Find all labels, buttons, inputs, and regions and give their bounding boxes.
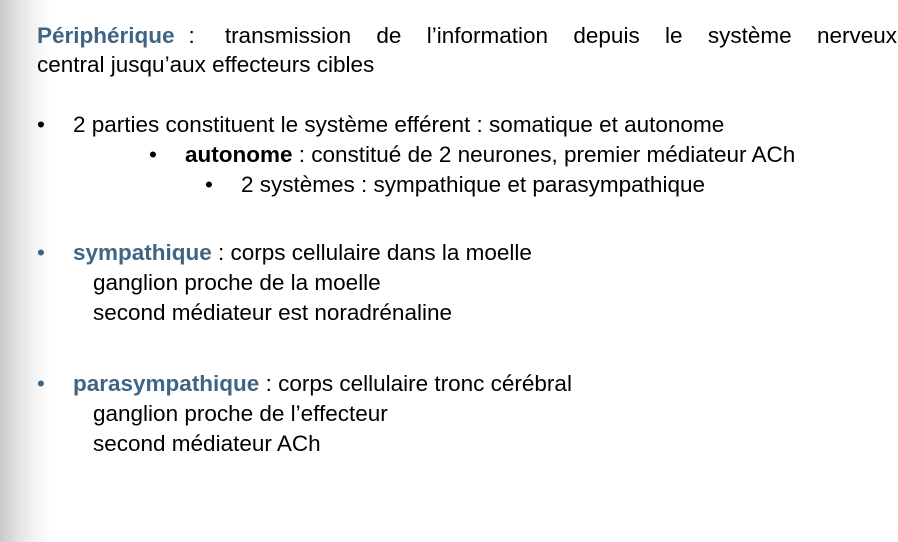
intro-definition: transmission de l’information depuis le système nerveux — [224, 23, 897, 48]
bullet-sub-dot: • — [149, 142, 157, 167]
intro-line-1 — [37, 21, 897, 51]
sympathique-rest: : corps cellulaire dans la moelle — [211, 240, 532, 265]
bullet-main-dot: • — [37, 112, 45, 137]
intro-separator: : — [188, 23, 195, 48]
intro-term: Périphérique — [37, 23, 175, 48]
intro-line-2: central jusqu’aux effecteurs cibles — [37, 52, 375, 77]
bullet-sub-text — [185, 140, 795, 170]
sympathique-term: sympathique — [73, 240, 212, 265]
parasympathique-line-3: second médiateur ACh — [93, 431, 321, 456]
bullet-main-text: 2 parties constituent le système efférent : somatique et autonome — [73, 112, 725, 137]
left-edge-shadow — [0, 0, 52, 542]
bullet-sub-term: autonome — [185, 142, 293, 167]
parasympathique-rest: : corps cellulaire tronc cérébral — [259, 371, 572, 396]
bullet-subsub-text: 2 systèmes : sympathique et parasympathique — [241, 172, 705, 197]
sympathique-line-1 — [73, 238, 532, 268]
bullet-subsub-dot: • — [205, 172, 213, 197]
parasympathique-line-1 — [73, 369, 572, 399]
sympathique-line-2: ganglion proche de la moelle — [93, 270, 381, 295]
sympathique-line-3: second médiateur est noradrénaline — [93, 300, 452, 325]
parasympathique-line-2: ganglion proche de l’effecteur — [93, 401, 388, 426]
sympathique-bullet-dot: • — [37, 240, 45, 265]
parasympathique-term: parasympathique — [73, 371, 260, 396]
bullet-sub-rest: : constitué de 2 neurones, premier médiateur ACh — [292, 142, 796, 167]
parasympathique-bullet-dot: • — [37, 371, 45, 396]
